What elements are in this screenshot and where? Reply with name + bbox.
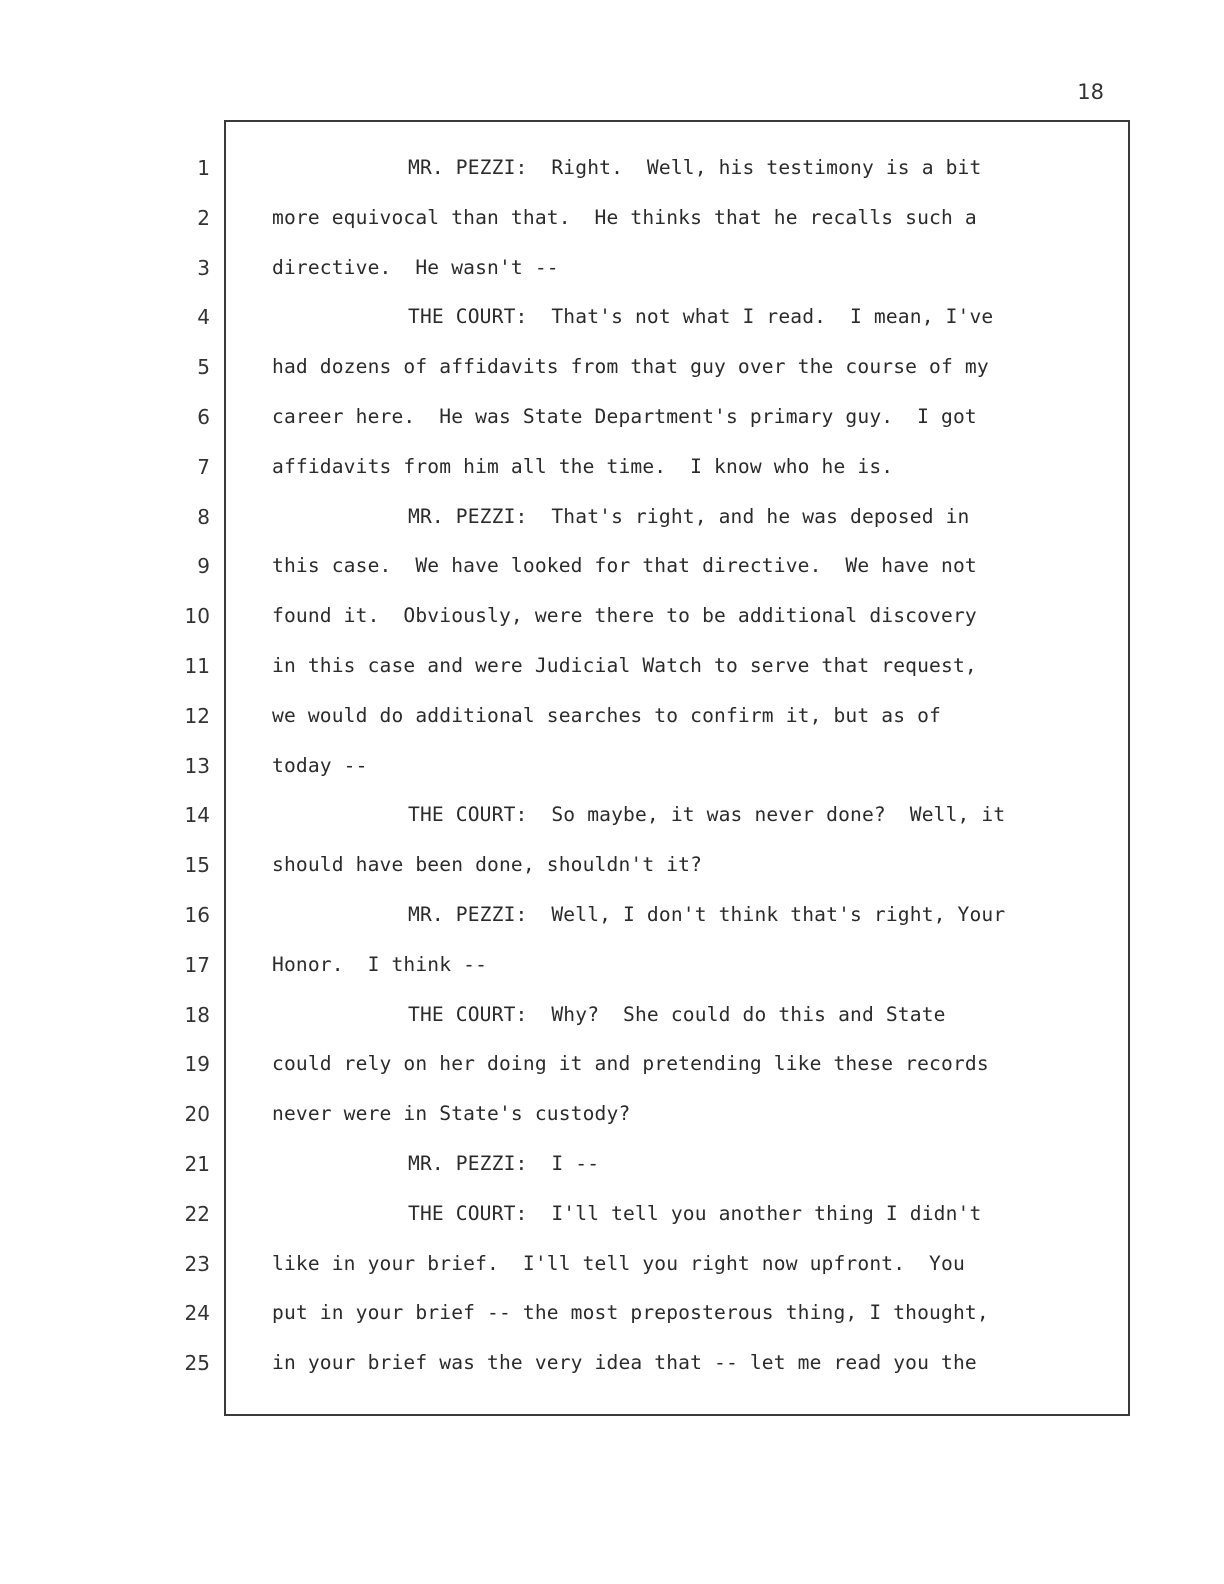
transcript-line: today -- — [272, 753, 368, 777]
line-number: 1 — [197, 156, 210, 180]
line-number: 15 — [184, 853, 210, 878]
transcript-line: THE COURT: I'll tell you another thing I didn't — [408, 1201, 982, 1225]
transcript-line: found it. Obviously, were there to be additional discovery — [272, 604, 977, 628]
transcript-line: more equivocal than that. He thinks that he recalls such a — [272, 205, 977, 229]
line-number: 5 — [197, 355, 210, 380]
transcript-line: career here. He was State Department's primary guy. I got — [272, 405, 977, 428]
line-number: 16 — [184, 903, 210, 927]
transcript-line: MR. PEZZI: Right. Well, his testimony is a bit — [408, 156, 982, 179]
transcript-line: THE COURT: So maybe, it was never done? Well, it — [408, 803, 1006, 827]
transcript-line: MR. PEZZI: That's right, and he was deposed in — [408, 504, 970, 528]
transcript-line: put in your brief -- the most preposterous thing, I thought, — [272, 1301, 989, 1325]
transcript-line: should have been done, shouldn't it? — [272, 853, 703, 877]
line-number: 12 — [184, 703, 210, 728]
line-number: 17 — [184, 952, 210, 977]
transcript-line: could rely on her doing it and pretending like these records — [272, 1052, 989, 1076]
transcript-line: affidavits from him all the time. I know who he is. — [272, 454, 894, 478]
line-number: 21 — [184, 1152, 210, 1176]
transcript-line: THE COURT: Why? She could do this and State — [408, 1002, 946, 1026]
line-number: 25 — [184, 1351, 210, 1376]
line-number: 23 — [184, 1251, 210, 1276]
transcript-line: Honor. I think -- — [272, 952, 488, 976]
transcript-line: never were in State's custody? — [272, 1102, 631, 1126]
transcript-line: in this case and were Judicial Watch to serve that request, — [272, 654, 977, 677]
line-number: 4 — [197, 305, 210, 330]
line-number: 7 — [197, 454, 210, 479]
transcript-line: had dozens of affidavits from that guy over the course of my — [272, 355, 989, 379]
line-number: 22 — [184, 1201, 210, 1226]
line-number: 2 — [197, 205, 210, 230]
line-number: 20 — [184, 1102, 210, 1127]
line-number: 13 — [184, 753, 210, 778]
line-number: 11 — [184, 654, 210, 678]
page-number: 18 — [1077, 80, 1104, 104]
transcript-line: we would do additional searches to confirm it, but as of — [272, 703, 941, 727]
transcript-line: this case. We have looked for that directive. We have not — [272, 554, 977, 578]
line-number: 18 — [184, 1002, 210, 1027]
line-number: 9 — [197, 554, 210, 579]
line-number: 8 — [197, 504, 210, 529]
line-number: 10 — [184, 604, 210, 629]
transcript-line: MR. PEZZI: I -- — [408, 1152, 600, 1175]
transcript-line: like in your brief. I'll tell you right now upfront. You — [272, 1251, 965, 1275]
line-number: 24 — [184, 1301, 210, 1326]
transcript-line: MR. PEZZI: Well, I don't think that's right, Your — [408, 903, 1006, 926]
line-number: 6 — [197, 405, 210, 429]
line-number: 14 — [184, 803, 210, 828]
line-number: 19 — [184, 1052, 210, 1077]
line-number: 3 — [197, 255, 210, 280]
transcript-line: directive. He wasn't -- — [272, 255, 559, 279]
transcript-line: in your brief was the very idea that -- let me read you the — [272, 1351, 977, 1375]
transcript-line: THE COURT: That's not what I read. I mean, I've — [408, 305, 994, 329]
